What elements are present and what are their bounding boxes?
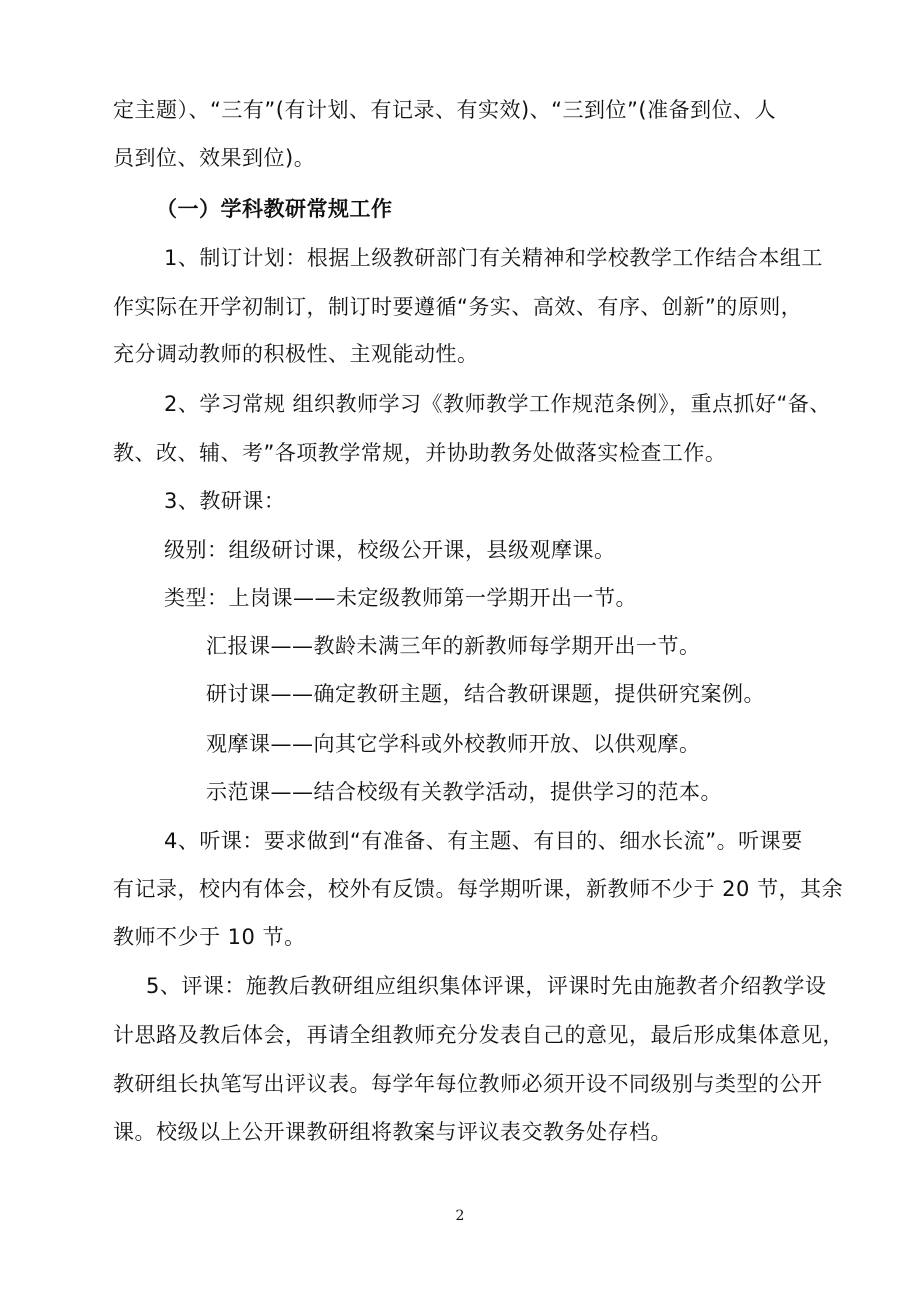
- paragraph-line: 教师不少于 10 节。: [113, 925, 306, 949]
- paragraph-line: 定主题）、“三有”(有计划、有记录、有实效)、“三到位”(准备到位、人: [113, 98, 777, 122]
- paragraph-line: 5、评课：施教后教研组应组织集体评课，评课时先由施教者介绍教学设: [146, 974, 827, 998]
- paragraph-line: 课。校级以上公开课教研组将教案与评议表交教务处存档。: [113, 1120, 672, 1144]
- paragraph-line: 4、听课：要求做到“有准备、有主题、有目的、细水长流”。听课要: [164, 829, 803, 853]
- paragraph-line: 教、改、辅、考”各项教学常规，并协助教务处做落实检查工作。: [113, 441, 727, 465]
- paragraph-line: 类型：上岗课——未定级教师第一学期开出一节。: [164, 586, 637, 610]
- paragraph-line: 充分调动教师的积极性、主观能动性。: [113, 342, 479, 366]
- paragraph-line: 有记录，校内有体会，校外有反馈。每学期听课，新教师不少于 20 节，其余: [113, 877, 844, 901]
- paragraph-line: 汇报课——教龄未满三年的新教师每学期开出一节。: [206, 634, 701, 658]
- section-heading: （一）学科教研常规工作: [156, 197, 393, 221]
- paragraph-line: 示范课——结合校级有关教学活动，提供学习的范本。: [206, 780, 722, 804]
- paragraph-line: 作实际在开学初制订，制订时要遵循“务实、高效、有序、创新”的原则，: [113, 295, 803, 319]
- paragraph-line: 研讨课——确定教研主题，结合教研课题，提供研究案例。: [206, 682, 765, 706]
- page-number: 2: [455, 1208, 465, 1224]
- paragraph-line: 计思路及教后体会，再请全组教师充分发表自己的意见，最后形成集体意见，: [113, 1023, 844, 1047]
- paragraph-line: 观摩课——向其它学科或外校教师开放、以供观摩。: [206, 732, 701, 756]
- paragraph-line: 2、学习常规 组织教师学习《教师教学工作规范条例》，重点抓好“备、: [164, 392, 831, 416]
- paragraph-line: 3、教研课：: [164, 489, 286, 513]
- paragraph-line: 教研组长执笔写出评议表。每学年每位教师必须开设不同级别与类型的公开: [113, 1072, 823, 1096]
- paragraph-line: 1、制订计划：根据上级教研部门有关精神和学校教学工作结合本组工: [164, 246, 823, 270]
- paragraph-line: 员到位、效果到位)。: [113, 146, 316, 170]
- paragraph-line: 级别：组级研讨课，校级公开课，县级观摩课。: [164, 538, 616, 562]
